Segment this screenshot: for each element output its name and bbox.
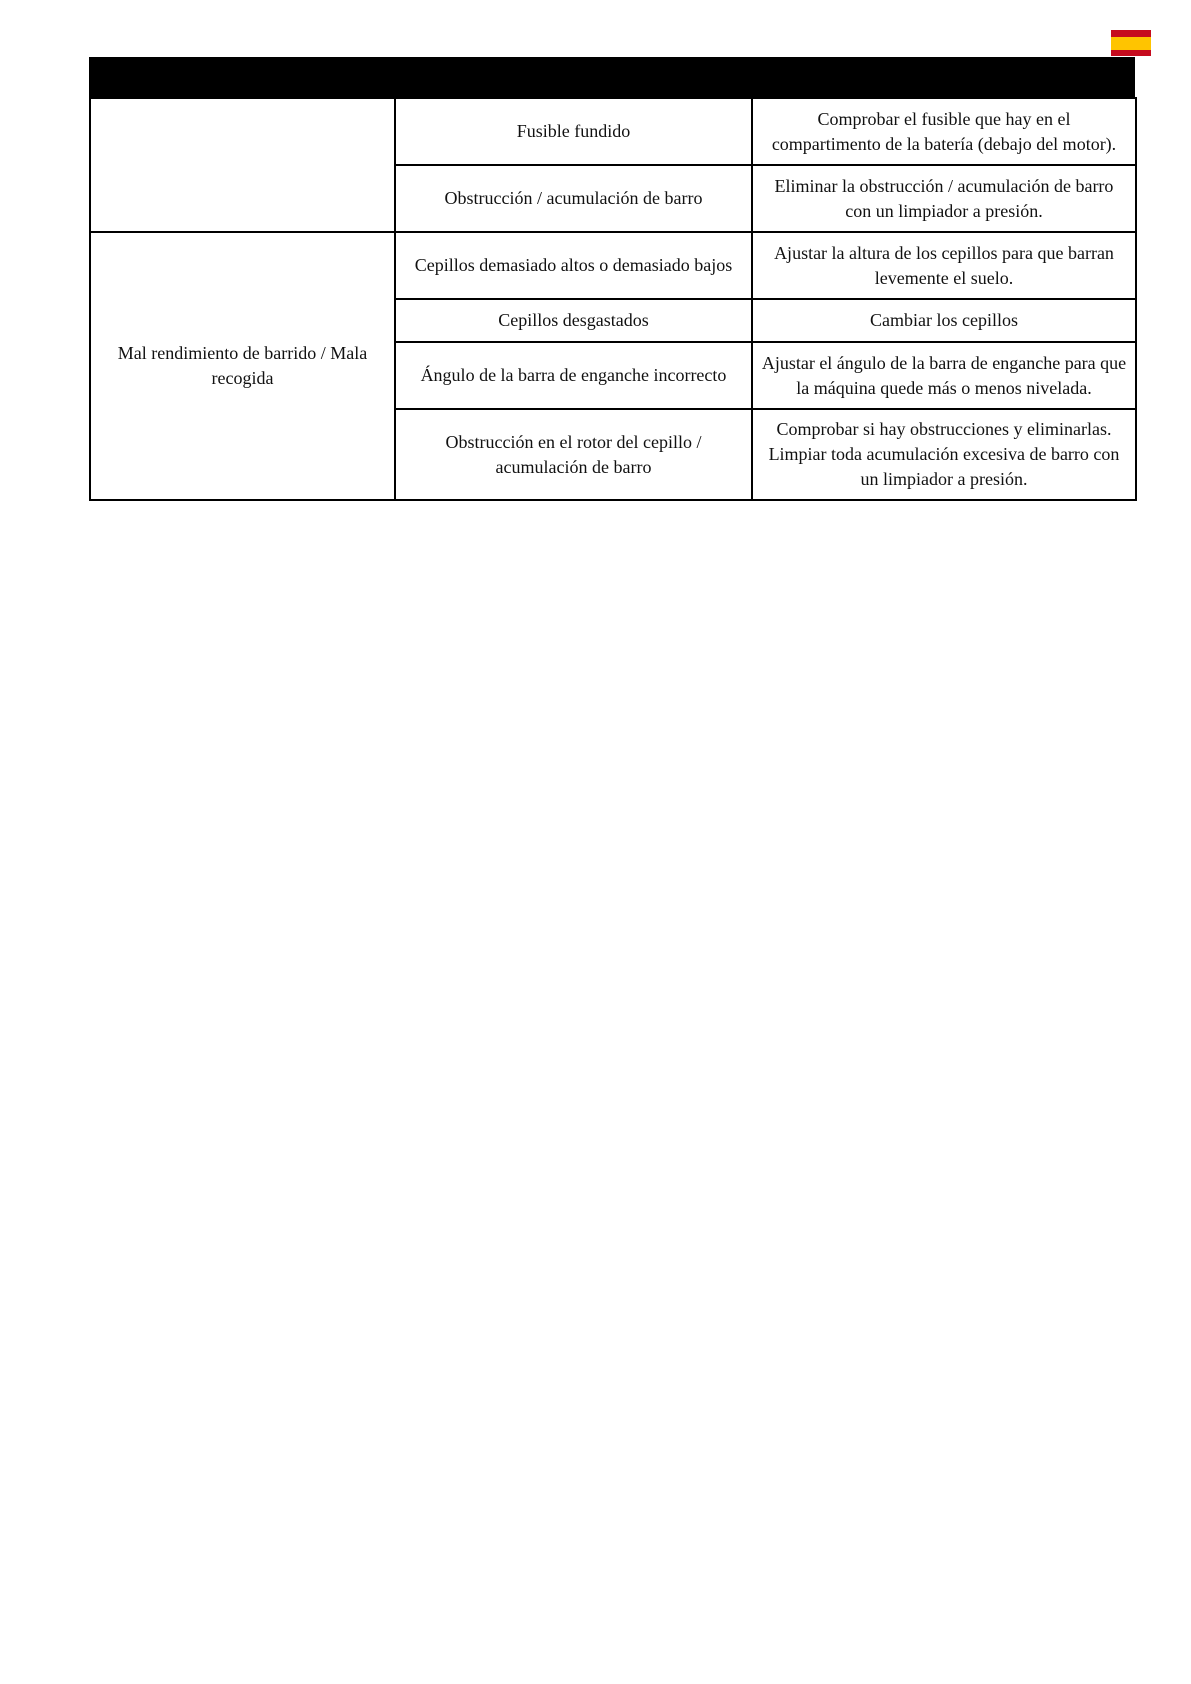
flag-stripe-yellow [1111, 37, 1151, 50]
solution-cell: Comprobar el fusible que hay en el compartimento de la batería (debajo del motor). [752, 98, 1136, 165]
cause-cell: Cepillos demasiado altos o demasiado bajos [395, 232, 752, 299]
table-header-bar [89, 57, 1135, 97]
flag-stripe-red [1111, 50, 1151, 57]
cause-cell: Obstrucción / acumulación de barro [395, 165, 752, 232]
cause-cell: Obstrucción en el rotor del cepillo / acumulación de barro [395, 409, 752, 500]
troubleshooting-table [89, 97, 1137, 501]
troubleshooting-table-container [89, 57, 1135, 501]
cause-cell: Fusible fundido [395, 98, 752, 165]
problem-cell: Mal rendimiento de barrido / Mala recogida [90, 232, 395, 500]
solution-cell: Ajustar el ángulo de la barra de enganche para que la máquina quede más o menos nivelada. [752, 342, 1136, 409]
cause-cell: Ángulo de la barra de enganche incorrecto [395, 342, 752, 409]
table-row [90, 98, 1136, 165]
solution-cell: Ajustar la altura de los cepillos para que barran levemente el suelo. [752, 232, 1136, 299]
table-row [90, 232, 1136, 299]
solution-cell: Eliminar la obstrucción / acumulación de barro con un limpiador a presión. [752, 165, 1136, 232]
problem-cell [90, 98, 395, 232]
spain-flag-icon [1111, 30, 1151, 56]
cause-cell: Cepillos desgastados [395, 299, 752, 342]
solution-cell: Comprobar si hay obstrucciones y eliminarlas. Limpiar toda acumulación excesiva de barro con un limpiador a presión. [752, 409, 1136, 500]
solution-cell: Cambiar los cepillos [752, 299, 1136, 342]
